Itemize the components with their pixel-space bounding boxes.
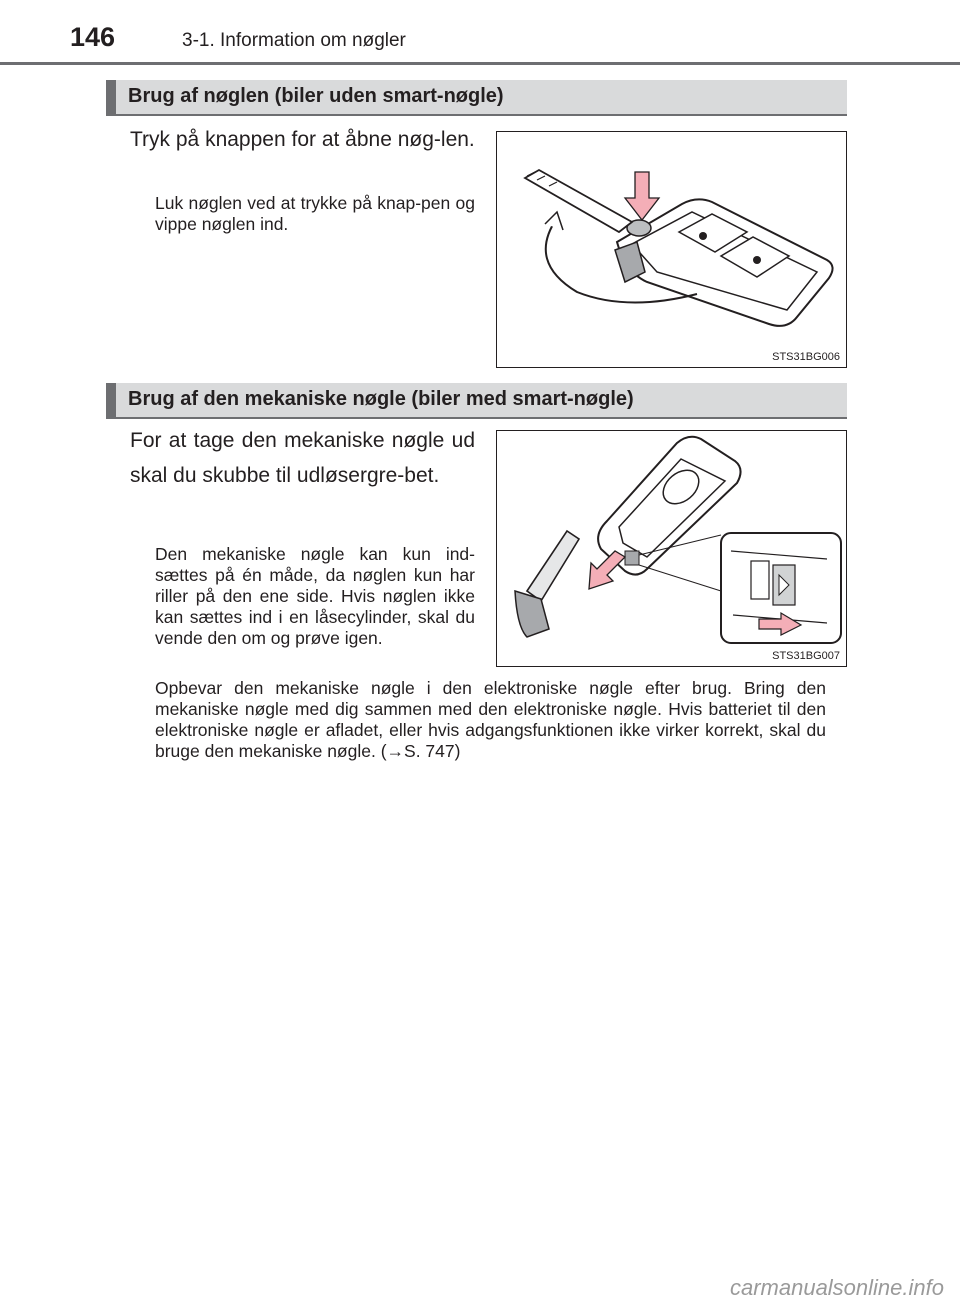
section-accent [106,80,116,114]
instruction-open-key: Tryk på knappen for at åbne nøg-len. [130,128,475,151]
note-insert-key: Den mekaniske nøgle kan kun ind-sættes på én måde, da nøglen kun har riller på den ene side. Hvis nøglen ikke kan sættes ind i en låsecylinder, skal du vende den om og prøve igen. [155,544,475,648]
section-heading-mechanical-key [106,383,847,419]
arrow-right-icon: → [386,741,405,761]
watermark: carmanualsonline.info [729,1275,944,1300]
folding-key-illustration [497,132,845,366]
note-close-key: Luk nøglen ved at trykke på knap-pen og vippe nøglen ind. [155,193,475,234]
chapter-title: 3-1. Information om nøgler [182,30,406,51]
smart-key-illustration [497,431,845,665]
section-accent [106,383,116,417]
note-text: Opbevar den mekaniske nøgle i den elektroniske nøgle efter brug. Bring den mekaniske nøgle med dig sammen med den elektroniske nøgle. Hvis batteriet til den elektroniske nøgle er afladet, eller hvis adgangsfunktionen ikke virker korrekt, skal du bruge den mekaniske nøgle. ( [155,678,826,761]
figure-smart-key [496,430,847,667]
section-heading-key-without-smart [106,80,847,116]
page-reference[interactable]: S. 747 [404,741,455,761]
section-title: Brug af den mekaniske nøgle (biler med smart-nøgle) [128,388,634,410]
section-title: Brug af nøglen (biler uden smart-nøgle) [128,85,504,107]
figure-folding-key [496,131,847,368]
note-text-end: ) [454,741,461,761]
header-rule [0,62,960,65]
figure-code: STS31BG006 [772,351,840,363]
page-number: 146 [70,22,116,52]
figure-code: STS31BG007 [772,650,840,662]
instruction-remove-mechanical-key: For at tage den mekaniske nøgle ud skal du skubbe til udløsergre-bet. [130,429,475,487]
note-store-mechanical-key [155,678,826,762]
